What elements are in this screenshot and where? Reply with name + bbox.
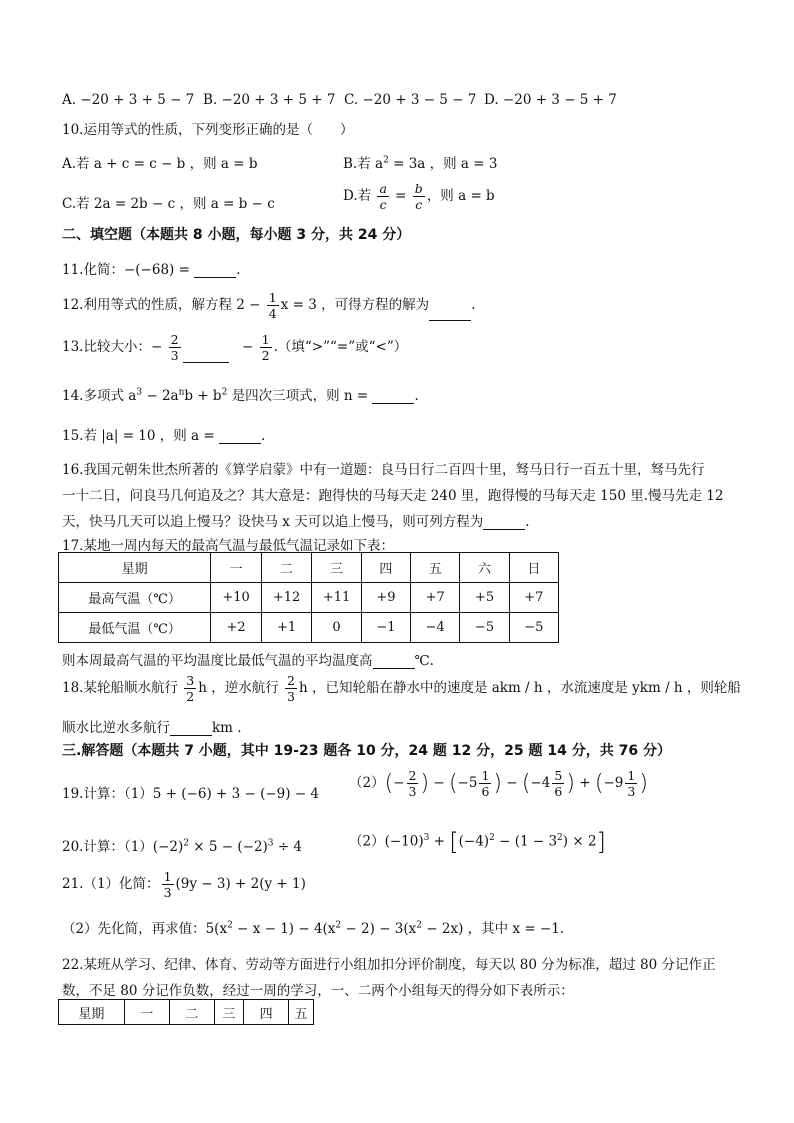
answer-blank — [372, 389, 414, 404]
table-cell: 二 — [261, 553, 311, 583]
answer-blank — [483, 515, 525, 530]
q21-part-2: （2）先化简，再求值：$5(x^2 - x - 1) - 4(x^2 - 2) - 3(x^2 - 2x)$ ，其中 x = −1. — [62, 920, 565, 937]
q16-line-3: 天，快马几天可以追上慢马？设快马 x 天可以追上慢马，则可列方程为 . — [62, 514, 530, 530]
table-row — [59, 1000, 314, 1025]
table-cell: −1 — [361, 613, 410, 643]
table-cell: 最高气温（℃） — [59, 583, 211, 613]
table-cell: +7 — [411, 583, 460, 613]
q15: 15.若 |a| = 10 ，则 a = . — [62, 428, 266, 444]
table-cell: 五 — [289, 1000, 314, 1025]
q20-part-2: $(2)(-10)^3 + [(-4)^2 - (1 - 3^2) \times 2]$ — [349, 828, 606, 856]
q10-option-d: D.若 $\frac{a}{c}$ = $\frac{b}{c}$ ，则 a = b — [343, 181, 495, 212]
table-cell: 0 — [312, 613, 361, 643]
table-cell: 六 — [460, 553, 509, 583]
table-cell: +7 — [509, 583, 558, 613]
q10-option-a: A.若 a + c = c − b ，则 a = b — [62, 156, 258, 172]
q11: 11.化简：−(−68) = . — [62, 262, 241, 278]
q17-stem: 17.某地一周内每天的最高气温与最低气温记录如下表： — [62, 538, 394, 554]
q19-part-1: 19.计算：（1）5 + (−6) + 3 − (−9) − 4 — [62, 786, 320, 802]
q16-line-1: 16.我国元朝朱世杰所著的《算学启蒙》中有一道题：良马日行二百四十里，驽马日行一百五十里，驽马先行 — [62, 462, 705, 478]
table-cell: 三 — [312, 553, 361, 583]
answer-blank — [194, 263, 236, 278]
table-cell: +2 — [211, 613, 261, 643]
table-cell: 最低气温（℃） — [59, 613, 211, 643]
table-cell: −5 — [460, 613, 509, 643]
section-3-heading: 三.解答题（本题共 7 小题，其中 19-23 题各 10 分，24 题 12 分，25 题 14 分，共 76 分） — [62, 743, 671, 759]
answer-blank — [219, 429, 261, 444]
table-cell: 四 — [361, 553, 410, 583]
table-cell: 一 — [211, 553, 261, 583]
q13: 13.比较大小：− $\frac{2}{3}$ − $\frac{1}{2}$ .（填“>”“=”或“<”） — [62, 332, 408, 363]
q9-option-b: B. −20 + 3 + 5 + 7 — [203, 92, 336, 108]
table-cell: 二 — [169, 1000, 214, 1025]
table-cell: 一 — [124, 1000, 169, 1025]
q18-line-1: 18.某轮船顺水航行 $\frac{3}{2}$ h ，逆水航行 $\frac{2}{3}$ h ，已知轮船在静水中的速度是 akm / h ，水流速度是 ykm / h ，则轮船 — [62, 673, 741, 704]
q20-part-1: 20.计算：$(1)(-2)^2 \times 5 - (-2)^3 \div 4$ — [62, 838, 303, 855]
table-cell: +11 — [312, 583, 361, 613]
answer-blank — [373, 654, 415, 669]
table-cell: −5 — [509, 613, 558, 643]
q17-question: 则本周最高气温的平均温度比最低气温的平均温度高 ℃. — [62, 653, 434, 669]
q10-option-c: C.若 2a = 2b − c ，则 a = b − c — [62, 196, 275, 212]
table-row — [59, 553, 559, 583]
q9-option-a: A. −20 + 3 + 5 − 7 — [62, 92, 195, 108]
q9-option-d: D. −20 + 3 − 5 + 7 — [484, 92, 617, 108]
table-cell: 三 — [214, 1000, 243, 1025]
table-cell: +12 — [261, 583, 311, 613]
table-cell: 五 — [411, 553, 460, 583]
q10-option-b: B.若 $a^2 = 3a$ ，则 a = 3 — [343, 155, 498, 172]
q22-score-table — [58, 999, 314, 1025]
q12: 12.利用等式的性质，解方程 2 − $\frac{1}{4}$ x = 3 ，可得方程的解为 . — [62, 290, 476, 321]
q10-stem: 10.运用等式的性质，下列变形正确的是（ ） — [62, 122, 354, 138]
table-cell: +9 — [361, 583, 410, 613]
q14: 14.多项式 $a^3 - 2a^nb + b^2$ 是四次三项式，则 n = . — [62, 387, 419, 404]
answer-blank — [170, 721, 212, 736]
answer-blank — [429, 306, 471, 321]
q19-part-2: （2）(− $\frac{2}{3}$ ) − (−5 $\frac{1}{6}$ ) − (−4 $\frac{5}{6}$ ) + (−9 $\frac{1}{3}$ ) — [349, 768, 648, 799]
answer-blank — [183, 348, 229, 363]
table-row — [59, 613, 559, 643]
table-cell: +5 — [460, 583, 509, 613]
table-cell: 四 — [244, 1000, 289, 1025]
section-2-heading: 二、填空题（本题共 8 小题，每小题 3 分，共 24 分） — [62, 227, 411, 243]
table-cell: +10 — [211, 583, 261, 613]
table-cell: +1 — [261, 613, 311, 643]
table-cell: −4 — [411, 613, 460, 643]
q22-line-2: 数，不足 80 分记作负数，经过一周的学习，一、二两个小组每天的得分如下表所示： — [62, 983, 574, 999]
table-cell: 星期 — [59, 553, 211, 583]
table-cell: 日 — [509, 553, 558, 583]
q17-temperature-table — [58, 552, 559, 643]
q22-line-1: 22.某班从学习、纪律、体育、劳动等方面进行小组加扣分评价制度，每天以 80 分为标准，超过 80 分记作正 — [62, 957, 716, 973]
table-row — [59, 583, 559, 613]
q9-option-c: C. −20 + 3 − 5 − 7 — [344, 92, 477, 108]
q18-line-2: 顺水比逆水多航行 km . — [62, 720, 242, 736]
table-cell: 星期 — [59, 1000, 125, 1025]
q21-part-1: 21.（1）化简： $\frac{1}{3}$ (9y − 3) + 2(y + 1) — [62, 869, 306, 900]
q16-line-2: 一十二日，问良马几何追及之？其大意是：跑得快的马每天走 240 里，跑得慢的马每天走 150 里.慢马先走 12 — [62, 488, 724, 504]
